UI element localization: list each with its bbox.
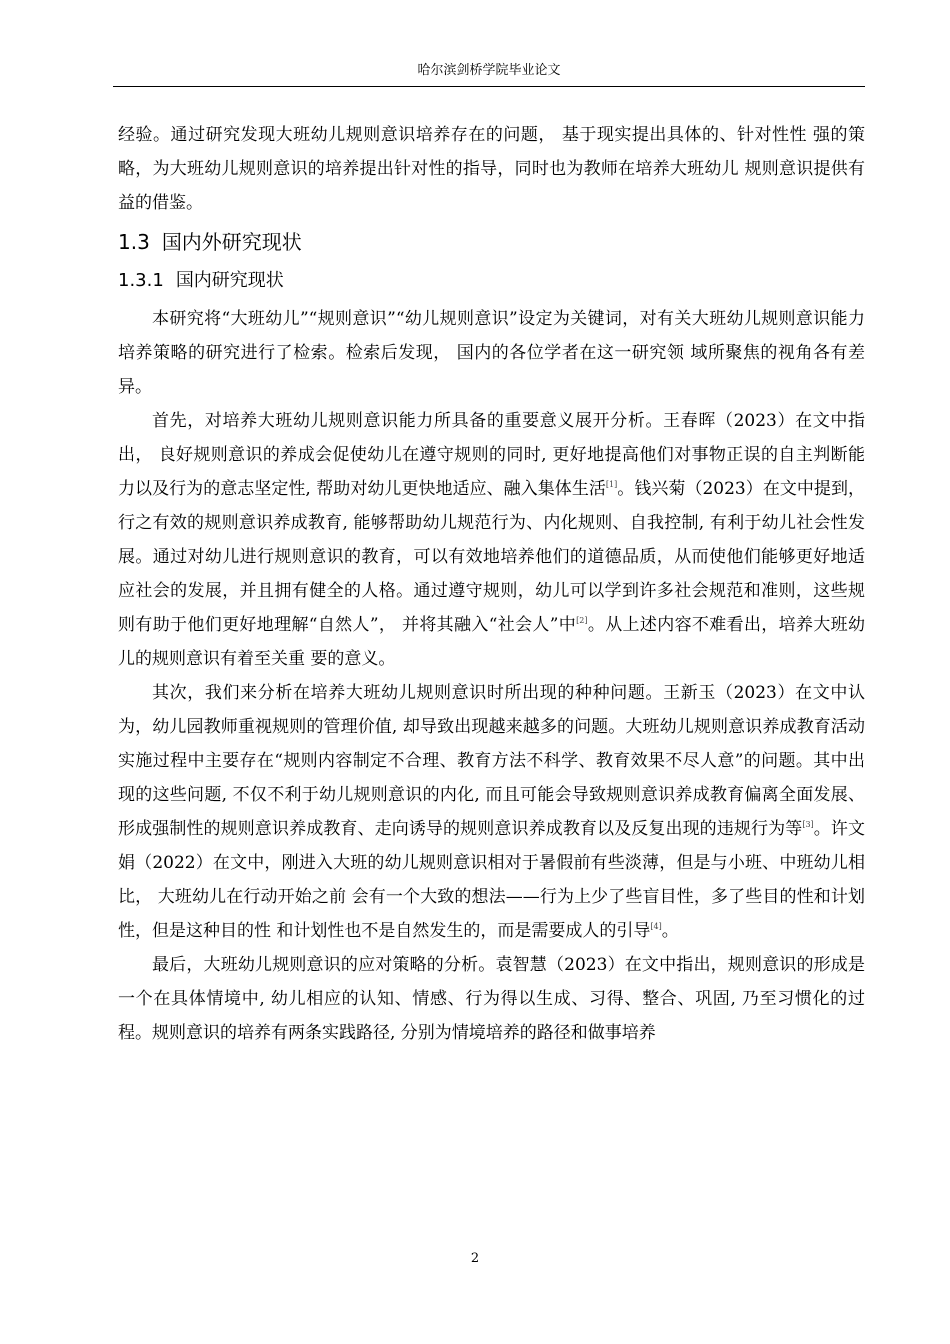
page-number: 2 — [470, 1251, 480, 1266]
section-heading — [118, 224, 865, 260]
subsection-number: 1.3.1 — [118, 270, 164, 291]
paragraph-strategies: 最后，大班幼儿规则意识的应对策略的分析。袁智慧（2023）在文中指出，规则意识的形成是一个在具体情境中, 幼儿相应的认知、情感、行为得以生成、习得、整合、巩固, 乃至习惯化的过程。规则意识的培养有两条实践路径, 分别为情境培养的路径和做事培养 — [118, 955, 865, 1043]
paragraph-text: 。 — [661, 921, 679, 941]
paragraph-keywords: 本研究将“大班幼儿”“规则意识”“幼儿规则意识”设定为关键词，对有关大班幼儿规则意识能力培养策略的研究进行了检索。检索后发现， 国内的各位学者在这一研究领 域所聚焦的视角各有差异。 — [118, 309, 865, 397]
subsection-title: 国内研究现状 — [175, 270, 284, 291]
paragraph-text: 。从上述内容不难看出，培养大班幼儿的规则意识有着至关重 要的意义。 — [118, 615, 866, 669]
paragraph-text: 其次，我们来分析在培养大班幼儿规则意识时所出现的种种问题。王新玉（2023）在文中认为，幼儿园教师重视规则的管理价值, 却导致出现越来越多的问题。大班幼儿规则意识养成教育活动实施过程中主要存在“规则内容制定不合理、教育方法不科学、教育效果不尽人意”的问题。其中出现的这些问题, 不仅不利于幼儿规则意识的内化, 而且可能会导致规则意识养成教育偏离全面发展、形成强制性的规则意识养成教育、走向诱导的规则意识养成教育以及反复出现的违规行为等 — [118, 683, 865, 839]
citation-ref[interactable]: [3] — [802, 820, 814, 829]
section-title: 国内外研究现状 — [161, 230, 302, 254]
header-divider — [113, 86, 865, 87]
citation-ref[interactable]: [1] — [605, 480, 618, 489]
paragraph-text: 首先，对培养大班幼儿规则意识能力所具备的重要意义展开分析。王春晖（2023）在文中指出， 良好规则意识的养成会促使幼儿在遵守规则的同时, 更好地提高他们对事物正误的自主判断能力以及行为的意志坚定性, 帮助对幼儿更快地适应、融入集体生活 — [118, 411, 865, 499]
paragraph-text: 。钱兴菊（2023）在文中提到，行之有效的规则意识养成教育, 能够帮助幼儿规范行为、内化规则、自我控制, 有利于幼儿社会性发展。通过对幼儿进行规则意识的教育，可以有效地培养他们的道德品质，从而使他们能够更好地适应社会的发展，并且拥有健全的人格。通过遵守规则，幼儿可以学到许多社会规范和准则，这些规则有助于他们更好地理解“自然人”， 并将其融入“社会人”中 — [118, 479, 866, 635]
paragraph-significance — [118, 404, 865, 676]
paragraph-text: 。许文娟（2022）在文中，刚进入大班的幼儿规则意识相对于暑假前有些淡薄，但是与小班、中班幼儿相比， 大班幼儿在行动开始之前 会有一个大致的想法——行为上少了些盲目性，多了些目的性和计划性，但是这种目的性 和计划性也不是自然发生的，而是需要成人的引导 — [118, 819, 866, 941]
citation-ref[interactable]: [2] — [576, 616, 588, 625]
subsection-heading — [118, 260, 865, 302]
page-body — [118, 118, 865, 1050]
page-header: 哈尔滨剑桥学院毕业论文 — [417, 63, 561, 78]
intro-paragraph: 经验。通过研究发现大班幼儿规则意识培养存在的问题， 基于现实提出具体的、针对性性 强的策略，为大班幼儿规则意识的培养提出针对性的指导，同时也为教师在培养大班幼儿 规则意识提供有益的借鉴。 — [118, 125, 865, 213]
citation-ref[interactable]: [4] — [650, 922, 662, 931]
section-number: 1.3 — [118, 230, 150, 254]
paragraph-problems — [118, 676, 865, 948]
